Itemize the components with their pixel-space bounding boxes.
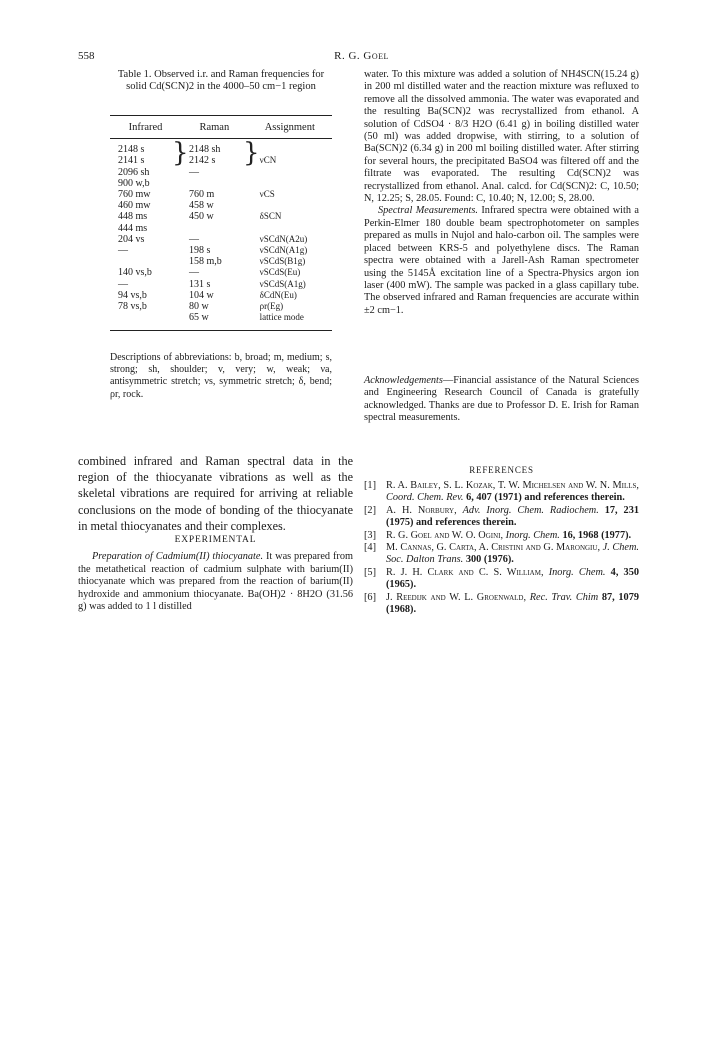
table-row: [110, 155, 332, 166]
table-row: [110, 267, 332, 278]
assignment-cell: [248, 167, 332, 178]
infrared-cell: —: [118, 278, 128, 290]
assignment-cell: νSCdS(Eu): [259, 267, 301, 278]
reference-number: [6]: [364, 591, 377, 603]
reference-authors: J. Reedijk and W. L. Groenwald,: [386, 591, 527, 603]
infrared-cell: 760 mw: [118, 189, 151, 201]
frequency-table: [110, 115, 332, 331]
reference-item: [364, 542, 639, 567]
raman-cell: [181, 223, 248, 234]
reference-source: Rec. Trav. Chim: [529, 591, 599, 603]
assignment-cell: νSCdS(A1g): [259, 278, 306, 289]
infrared-cell: 460 mw: [118, 200, 151, 212]
infrared-cell: 444 ms: [118, 222, 148, 234]
reference-item: [364, 530, 639, 542]
reference-details: 300 (1976).: [465, 554, 514, 566]
raman-cell: 2142 s: [189, 155, 216, 167]
running-head: R. G. Goel: [334, 50, 389, 62]
acknowledgements-text: —Financial assistance of the Natural Sciences and Engineering Research Council of Canada is gratefully acknowledged. Thanks are due to Professor D. E. Irish for Raman spectral measurements.: [364, 375, 639, 424]
raman-cell: 65 w: [181, 312, 248, 331]
raman-cell: 131 s: [189, 278, 211, 290]
reference-number: [5]: [364, 566, 377, 578]
infrared-cell: [110, 256, 181, 267]
table-row: [110, 167, 332, 178]
raman-cell: —: [189, 233, 200, 245]
acknowledgements-title: Acknowledgements: [364, 375, 443, 386]
preparation-paragraph: [78, 551, 353, 614]
table-row: [110, 200, 332, 211]
reference-details: 87, 1079 (1968).: [386, 591, 639, 616]
infrared-cell: 78 vs,b: [118, 301, 147, 313]
spectral-title: Spectral Measurements.: [378, 205, 478, 217]
references-heading: REFERENCES: [469, 465, 534, 475]
assignment-cell: νSCdN(A1g): [259, 245, 308, 256]
preparation-title: Preparation of Cadmium(II) thiocyanate.: [92, 551, 264, 562]
infrared-cell: [110, 312, 181, 331]
reference-authors: M. Cannas, G. Carta, A. Cristini and G. Marongiu,: [386, 542, 601, 554]
reference-item: [364, 567, 639, 592]
reference-details: 16, 1968 (1977).: [562, 529, 632, 541]
raman-cell: 450 w: [189, 211, 214, 223]
reference-source: Coord. Chem. Rev.: [386, 492, 464, 504]
reference-authors: R. G. Goel and W. O. Ogini,: [386, 529, 504, 541]
table-row: [110, 234, 332, 245]
table-row: [110, 290, 332, 301]
synthesis-text: water. To this mixture was added a solution of NH4SCN(15.24 g) in 200 ml distilled water and the reaction mixture was refluxed to remove all the dissolved ammonia. The water was evaporated and the resulting Ba(SCN)2 was recrystallized from ethanol. A solution of CdSO4 · 8/3 H2O (6.41 g) in boiling distilled water (50 ml) was added dropwise, with stirring, to a solution of Ba(SCN)2 (6.34 g) in 200 ml boiling distilled water. After stirring for several hours, the precipitated BaSO4 was filtered off and the filtrate was evaporated. The resulting Cd(SCN)2 was recrystallized from ethanol. Anal. calcd. for Cd(SCN)2: C, 10.50; N, 12.25; S, 28.05. Found: C, 10.40; N, 12.00; S, 28.00.: [364, 69, 639, 205]
acknowledgements: [364, 375, 639, 425]
reference-source: J. Chem. Soc. Dalton Trans.: [386, 542, 639, 566]
reference-source: Inorg. Chem.: [548, 566, 606, 578]
reference-item: [364, 592, 639, 617]
raman-cell: 80 w: [189, 301, 209, 313]
spectral-text: Infrared spectra were obtained with a Perkin-Elmer 180 double beam spectrophotometer on samples prepared as mulls in Nujol and halo-carbon oil. The samples were placed between KRS-5 and polyethylene discs. The Raman spectra were obtained with a Jarell-Ash Raman spectrometer using the 5145Å excitation line of a Spectra-Physics argon ion laser (400 mW). The sample was packed in a glass capillary tube. The observed infrared and Raman frequencies are accurate within ±2 cm−1.: [364, 205, 640, 316]
table-row: [110, 211, 332, 222]
infrared-cell: 2096 sh: [118, 166, 150, 178]
raman-cell: 458 w: [189, 200, 214, 212]
references-list: [364, 480, 639, 616]
raman-cell: —: [189, 166, 200, 178]
section-heading-experimental: EXPERIMENTAL: [174, 535, 257, 545]
raman-cell: [181, 178, 248, 189]
table-row: [110, 279, 332, 290]
reference-authors: R. A. Bailey, S. L. Kozak, T. W. Michelsen and W. N. Mills,: [386, 480, 639, 491]
reference-authors: R. J. H. Clark and C. S. William,: [386, 566, 544, 578]
assignment-cell: [248, 200, 332, 211]
assignment-cell: νCN: [259, 155, 277, 166]
table-footnote: Descriptions of abbreviations: b, broad; m, medium; s, strong; sh, shoulder; v, very; w, weak; νa, antisymmetric stretch; νs, symmetric stretch; δ, bend; ρr, rock.: [110, 352, 332, 400]
infrared-cell: —: [118, 245, 128, 257]
assignment-cell: νSCdN(A2u): [259, 233, 308, 244]
raman-cell: 760 m: [189, 189, 215, 201]
reference-source: Inorg. Chem.: [505, 529, 560, 541]
table-row: [110, 189, 332, 200]
raman-cell: 198 s: [189, 245, 211, 257]
table-row: [110, 256, 332, 267]
assignment-cell: νCS: [259, 189, 275, 200]
assignment-cell: νSCdS(B1g): [259, 256, 306, 267]
reference-item: [364, 505, 639, 530]
reference-details: 4, 350 (1965).: [386, 566, 639, 591]
table-header-row: [110, 116, 332, 139]
assignment-cell: [248, 178, 332, 189]
assignment-cell: lattice mode: [248, 312, 332, 331]
table-row: [110, 139, 332, 156]
raman-cell: 158 m,b: [189, 256, 222, 268]
table-row: [110, 223, 332, 234]
table-row: [110, 245, 332, 256]
reference-number: [1]: [364, 480, 377, 491]
reference-details: 17, 231 (1975) and references therein.: [386, 504, 639, 529]
ir-brace: }: [172, 138, 189, 168]
body-paragraph: combined infrared and Raman spectral data in the region of the thiocyanate vibrations as well as the skeletal vibrations are required for arriving at reliable conclusions on the mode of bonding of the thiocyanate in metal thiocyanates and their complexes.: [78, 454, 353, 533]
table-row: [110, 301, 332, 312]
table-row: [110, 312, 332, 331]
raman-cell: —: [189, 267, 200, 279]
page-number: 558: [78, 50, 95, 62]
raman-brace: }: [243, 138, 260, 168]
infrared-cell: 204 vs: [118, 233, 145, 245]
reference-authors: A. H. Norbury,: [386, 504, 457, 516]
col-assignment: Assignment: [248, 116, 332, 139]
reference-source: Adv. Inorg. Chem. Radiochem.: [462, 504, 599, 516]
assignment-cell: [248, 223, 332, 234]
reference-details: 6, 407 (1971) and references therein.: [466, 492, 625, 504]
raman-cell: 104 w: [189, 289, 214, 301]
infrared-cell: 448 ms: [118, 211, 148, 223]
reference-number: [2]: [364, 504, 377, 516]
infrared-cell: 2148 s: [118, 144, 145, 156]
col-raman: Raman: [181, 116, 248, 139]
infrared-cell: 900 w,b: [118, 177, 150, 189]
right-column-text: [364, 69, 639, 317]
reference-number: [4]: [364, 542, 377, 554]
preparation-text: It was prepared from the metathetical reaction of cadmium sulphate with barium(II) thiocyanate which was prepared from the reaction of barium(II) hydroxide and ammonium thiocyanate. Ba(OH)2 · 8H2O (31.56 g) was added to 1 l distilled: [78, 551, 353, 612]
reference-number: [3]: [364, 529, 377, 541]
assignment-cell: δCdN(Eu): [259, 289, 297, 300]
col-infrared: Infrared: [110, 116, 181, 139]
table-caption: Table 1. Observed i.r. and Raman frequencies for solid Cd(SCN)2 in the 4000–50 cm−1 region: [117, 69, 325, 93]
reference-item: [364, 480, 639, 505]
assignment-cell: δSCN: [259, 211, 282, 222]
infrared-cell: 140 vs,b: [118, 267, 152, 279]
assignment-cell: ρr(Eg): [259, 301, 284, 312]
infrared-cell: 94 vs,b: [118, 289, 147, 301]
assignment-cell: [248, 139, 332, 156]
table-row: [110, 178, 332, 189]
infrared-cell: 2141 s: [118, 155, 145, 167]
raman-cell: 2148 sh: [189, 144, 221, 156]
